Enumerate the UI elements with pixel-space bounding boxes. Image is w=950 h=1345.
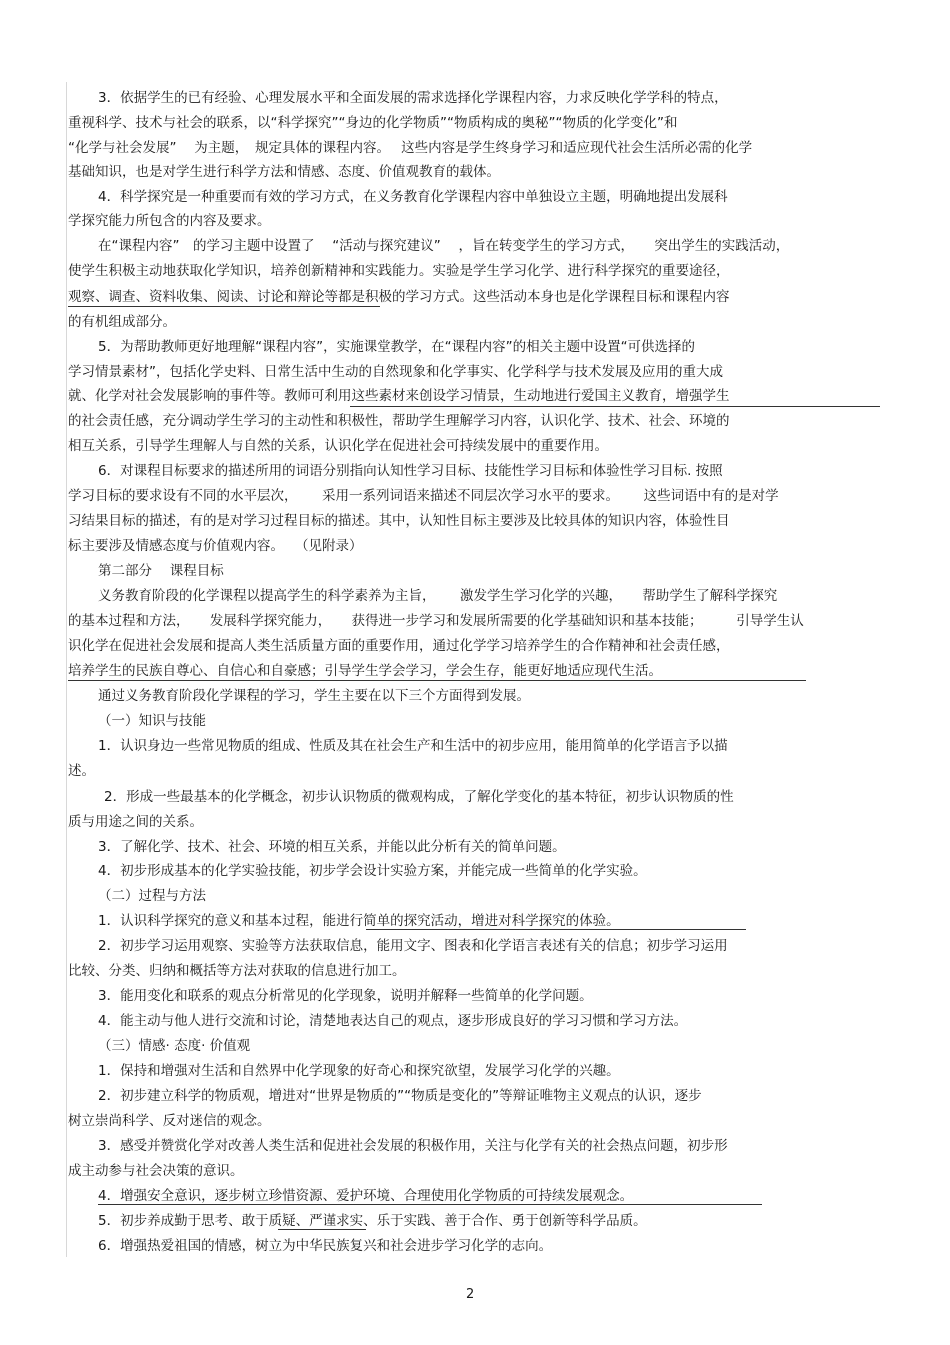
margin-rule [66,82,67,1257]
text-line: 观察、调查、资料收集、阅读、讨论和辩论等都是积极的学习方式。这些活动本身也是化学课程目标和课程内容 [68,289,730,305]
text-line: 标主要涉及情感态度与价值观内容。 （见附录） [68,538,363,554]
text-line: 学习情景素材”，包括化学史料、日常生活中生动的自然现象和化学事实、化学科学与技术发展及应用的重大成 [68,364,723,380]
text-line: 4．科学探究是一种重要而有效的学习方式，在义务教育化学课程内容中单独设立主题，明确地提出发展科 [98,189,728,205]
text-line: 5．初步养成勤于思考、敢于质疑、严谨求实、乐于实践、善于合作、勇于创新等科学品质。 [98,1213,647,1229]
text-line: 的基本过程和方法， 发展科学探究能力， 获得进一步学习和发展所需要的化学基础知识和基本技能； 引导学生认 [68,613,804,629]
text-line: 培养学生的民族自尊心、自信心和自豪感；引导学生学会学习，学会生存，能更好地适应现代生活。 [68,663,662,679]
underline-mark [98,1204,762,1205]
text-line: 习结果目标的描述，有的是对学习过程目标的描述。其中，认知性目标主要涉及比较具体的知识内容，体验性目 [68,513,730,529]
subsection-heading: （一）知识与技能 [98,713,206,729]
text-line: 的社会责任感，充分调动学生学习的主动性和积极性，帮助学生理解学习内容，认识化学、技术、社会、环境的 [68,413,730,429]
text-line: 4．初步形成基本的化学实验技能，初步学会设计实验方案，并能完成一些简单的化学实验。 [98,863,647,879]
underline-mark [68,680,806,681]
text-line: 相互关系，引导学生理解人与自然的关系，认识化学在促进社会可持续发展中的重要作用。 [68,438,608,454]
text-line: 基础知识，也是对学生进行科学方法和情感、态度、价值观教育的载体。 [68,164,500,180]
text-line: 2．初步学习运用观察、实验等方法获取信息，能用文字、图表和化学语言表述有关的信息；初步学习运用 [98,938,728,954]
subsection-heading: （二）过程与方法 [98,888,206,904]
text-line: 质与用途之间的关系。 [68,814,203,830]
text-line: 使学生积极主动地获取化学知识，培养创新精神和实践能力。实验是学生学习化学、进行科学探究的重要途径， [68,263,730,279]
text-line: “化学与社会发展” 为主题， 规定具体的课程内容。 这些内容是学生终身学习和适应现代社会生活所必需的化学 [68,140,753,156]
text-line: 比较、分类、归纳和概括等方法对获取的信息进行加工。 [68,963,406,979]
underline-mark [366,929,746,930]
text-line: 3．了解化学、技术、社会、环境的相互关系，并能以此分析有关的简单问题。 [98,839,566,855]
text-line: 5．为帮助教师更好地理解“课程内容”，实施课堂教学，在“课程内容”的相关主题中设置“可供选择的 [98,339,696,355]
text-line: 2．形成一些最基本的化学概念，初步认识物质的微观构成，了解化学变化的基本特征，初步认识物质的性 [104,789,734,805]
text-line: 义务教育阶段的化学课程以提高学生的科学素养为主旨， 激发学生学习化学的兴趣， 帮助学生了解科学探究 [98,588,778,604]
text-line: 通过义务教育阶段化学课程的学习，学生主要在以下三个方面得到发展。 [98,688,530,704]
page-number: 2 [466,1287,475,1302]
section-heading: 第二部分 课程目标 [98,563,224,579]
text-line: 在“课程内容” 的学习主题中设置了 “活动与探究建议” ，旨在转变学生的学习方式， 突出学生的实践活动， [98,238,790,254]
text-line: 识化学在促进社会发展和提高人类生活质量方面的重要作用，通过化学学习培养学生的合作精神和社会责任感， [68,638,730,654]
text-line: 3．依据学生的已有经验、心理发展水平和全面发展的需求选择化学课程内容，力求反映化学学科的特点， [98,90,728,106]
text-line: 重视科学、技术与社会的联系，以“科学探究”“身边的化学物质”“物质构成的奥秘”“物质的化学变化”和 [68,115,678,131]
underline-mark [68,306,380,307]
text-line: 2．初步建立科学的物质观，增进对“世界是物质的”“物质是变化的”等辩证唯物主义观点的认识，逐步 [98,1088,702,1104]
text-line: 4．增强安全意识，逐步树立珍惜资源、爱护环境、合理使用化学物质的可持续发展观念。 [98,1188,634,1204]
underline-mark [278,1229,366,1230]
text-line: 1．认识科学探究的意义和基本过程，能进行简单的探究活动，增进对科学探究的体验。 [98,913,620,929]
text-line: 成主动参与社会决策的意识。 [68,1163,244,1179]
text-line: 述。 [68,763,95,779]
text-line: 6．对课程目标要求的描述所用的词语分别指向认知性学习目标、技能性学习目标和体验性学习目标. 按照 [98,463,723,479]
text-line: 学探究能力所包含的内容及要求。 [68,213,271,229]
text-line: 1．保持和增强对生活和自然界中化学现象的好奇心和探究欲望，发展学习化学的兴趣。 [98,1063,620,1079]
text-line: 4．能主动与他人进行交流和讨论，清楚地表达自己的观点，逐步形成良好的学习习惯和学习方法。 [98,1013,688,1029]
text-line: 1．认识身边一些常见物质的组成、性质及其在社会生产和生活中的初步应用，能用简单的化学语言予以描 [98,738,728,754]
text-line: 6．增强热爱祖国的情感，树立为中华民族复兴和社会进步学习化学的志向。 [98,1238,553,1254]
underline-mark [350,406,880,407]
text-line: 3．能用变化和联系的观点分析常见的化学现象，说明并解释一些简单的化学问题。 [98,988,593,1004]
text-line: 就、化学对社会发展影响的事件等。教师可利用这些素材来创设学习情景，生动地进行爱国主义教育，增强学生 [68,388,730,404]
text-line: 的有机组成部分。 [68,314,176,330]
text-line: 学习目标的要求设有不同的水平层次， 采用一系列词语来描述不同层次学习水平的要求。 这些词语中有的是对学 [68,488,779,504]
text-line: 3．感受并赞赏化学对改善人类生活和促进社会发展的积极作用，关注与化学有关的社会热点问题，初步形 [98,1138,728,1154]
text-line: 树立崇尚科学、反对迷信的观念。 [68,1113,271,1129]
subsection-heading: （三）情感· 态度· 价值观 [98,1038,251,1054]
